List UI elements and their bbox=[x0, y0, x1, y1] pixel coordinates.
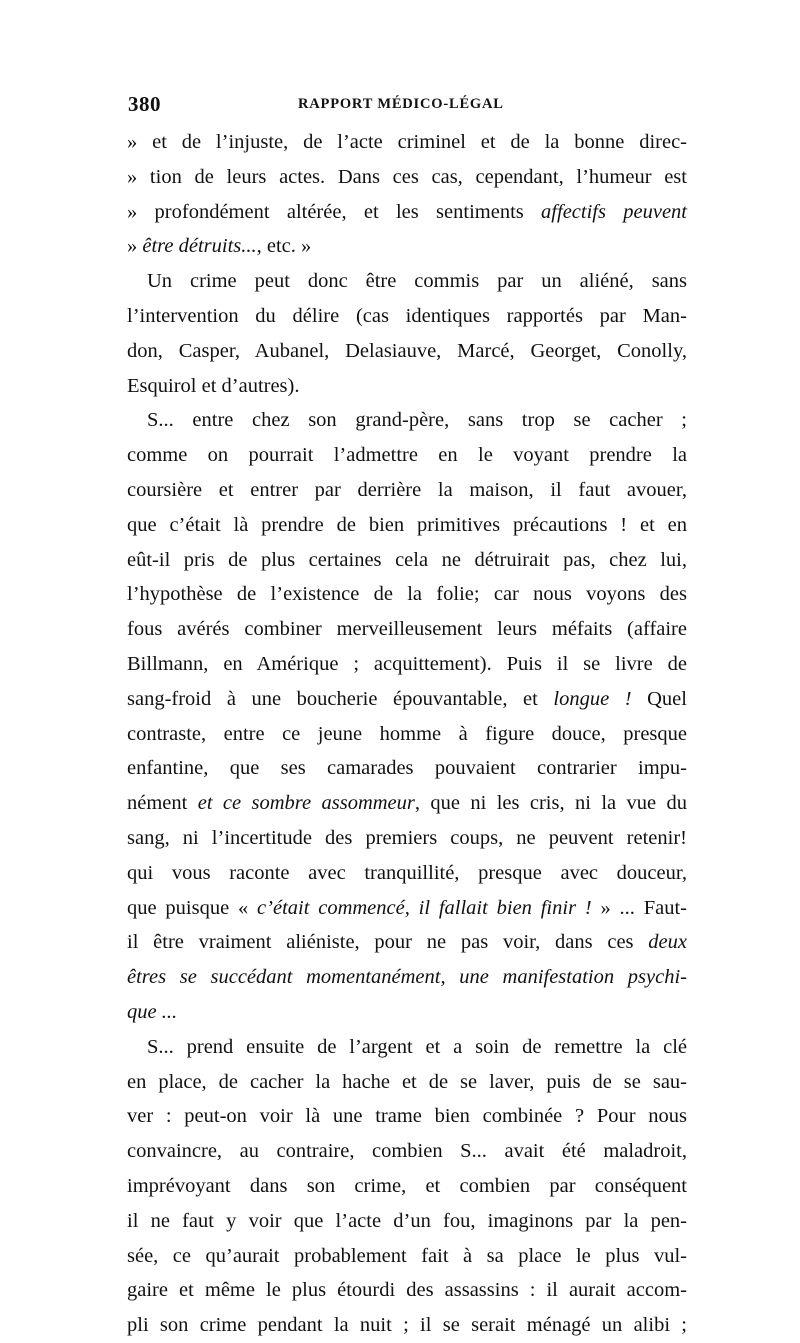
text-line bbox=[127, 195, 687, 230]
italic-text-run: que ... bbox=[127, 1000, 178, 1023]
text-run: que c’était là prendre de bien primitives précautions ! et en bbox=[127, 513, 687, 536]
text-run: S... prend ensuite de l’argent et a soin de remettre la clé bbox=[147, 1035, 687, 1058]
text-line bbox=[127, 612, 687, 647]
text-line bbox=[127, 403, 687, 438]
text-line bbox=[127, 543, 687, 578]
text-run: » ... Faut- bbox=[591, 896, 688, 919]
text-run: nément bbox=[127, 792, 198, 815]
text-line bbox=[127, 369, 687, 404]
text-run: sang-froid à une boucherie épouvantable, et bbox=[127, 687, 554, 710]
text-line bbox=[127, 821, 687, 856]
text-line bbox=[127, 1308, 687, 1343]
text-run: » tion de leurs actes. Dans ces cas, cependant, l’humeur est bbox=[127, 165, 687, 188]
text-line bbox=[127, 1065, 687, 1100]
text-line bbox=[127, 125, 687, 160]
text-run: Esquirol et d’autres). bbox=[127, 374, 300, 397]
text-run: , etc. » bbox=[256, 235, 312, 258]
italic-text-run: êtres se succédant momentanément, une manifestation psychi- bbox=[127, 966, 687, 989]
text-line bbox=[127, 960, 687, 995]
text-line bbox=[127, 1169, 687, 1204]
text-run: il être vraiment aliéniste, pour ne pas voir, dans ces bbox=[127, 931, 649, 954]
text-line bbox=[127, 1134, 687, 1169]
text-run: » profondément altérée, et les sentiments bbox=[127, 200, 542, 223]
text-run: gaire et même le plus étourdi des assassins : il aurait accom- bbox=[127, 1279, 687, 1302]
text-run: Un crime peut donc être commis par un aliéné, sans bbox=[147, 270, 687, 293]
text-run: don, Casper, Aubanel, Delasiauve, Marcé, Georget, Conolly, bbox=[127, 339, 687, 362]
text-line bbox=[127, 786, 687, 821]
text-line bbox=[127, 577, 687, 612]
text-line bbox=[127, 856, 687, 891]
text-run: l’hypothèse de l’existence de la folie; car nous voyons des bbox=[127, 583, 687, 606]
italic-text-run: être détruits... bbox=[142, 235, 257, 258]
text-line bbox=[127, 1030, 687, 1065]
text-line bbox=[127, 438, 687, 473]
italic-text-run: et ce sombre assommeur bbox=[197, 792, 415, 815]
italic-text-run: c’était commencé, il fallait bien finir ! bbox=[257, 896, 592, 919]
text-run: sang, ni l’incertitude des premiers coups, ne peuvent retenir! bbox=[127, 826, 687, 849]
text-line bbox=[127, 334, 687, 369]
text-line bbox=[127, 1273, 687, 1308]
text-run: eût-il pris de plus certaines cela ne détruirait pas, chez lui, bbox=[127, 548, 687, 571]
text-run: ver : peut-on voir là une trame bien combinée ? Pour nous bbox=[127, 1105, 687, 1128]
text-run: Billmann, en Amérique ; acquittement). Puis il se livre de bbox=[127, 652, 687, 675]
page-header bbox=[128, 92, 688, 118]
text-line bbox=[127, 1239, 687, 1274]
text-run: imprévoyant dans son crime, et combien par conséquent bbox=[127, 1174, 687, 1197]
text-line bbox=[127, 891, 687, 926]
text-line bbox=[127, 717, 687, 752]
running-head: RAPPORT MÉDICO-LÉGAL bbox=[298, 96, 504, 112]
text-line bbox=[127, 995, 687, 1030]
text-run: » et de l’injuste, de l’acte criminel et de la bonne direc- bbox=[127, 131, 687, 153]
italic-text-run: affectifs peuvent bbox=[541, 200, 687, 223]
text-line bbox=[127, 508, 687, 543]
text-run: comme on pourrait l’admettre en le voyant prendre la bbox=[127, 444, 687, 467]
text-line bbox=[127, 682, 687, 717]
text-run: convaincre, au contraire, combien S... avait été maladroit, bbox=[127, 1140, 687, 1163]
text-run: , que ni les cris, ni la vue du bbox=[414, 792, 687, 815]
text-run: coursière et entrer par derrière la maison, il faut avouer, bbox=[127, 478, 687, 501]
text-line bbox=[127, 264, 687, 299]
text-line bbox=[127, 299, 687, 334]
text-line bbox=[127, 1204, 687, 1239]
text-run: Quel bbox=[631, 687, 687, 710]
italic-text-run: deux bbox=[648, 931, 687, 954]
text-run: en place, de cacher la hache et de se laver, puis de se sau- bbox=[127, 1070, 687, 1093]
text-line bbox=[127, 925, 687, 960]
text-line bbox=[127, 751, 687, 786]
text-run: S... entre chez son grand-père, sans trop se cacher ; bbox=[147, 409, 687, 432]
text-run: » bbox=[127, 235, 143, 258]
body-text bbox=[127, 125, 687, 1343]
text-line bbox=[127, 160, 687, 195]
text-run: il ne faut y voir que l’acte d’un fou, imaginons par la pen- bbox=[127, 1209, 687, 1232]
text-line bbox=[127, 647, 687, 682]
italic-text-run: longue ! bbox=[553, 687, 632, 710]
text-line bbox=[127, 473, 687, 508]
text-run: qui vous raconte avec tranquillité, presque avec douceur, bbox=[127, 861, 687, 884]
page-number: 380 bbox=[128, 92, 161, 116]
text-run: l’intervention du délire (cas identiques rapportés par Man- bbox=[127, 304, 687, 327]
text-run: fous avérés combiner merveilleusement leurs méfaits (affaire bbox=[127, 618, 687, 641]
text-run: que puisque « bbox=[127, 896, 258, 919]
text-run: pli son crime pendant la nuit ; il se serait ménagé un alibi ; bbox=[127, 1314, 687, 1337]
text-line bbox=[127, 1099, 687, 1134]
text-run: contraste, entre ce jeune homme à figure douce, presque bbox=[127, 722, 687, 745]
text-line bbox=[127, 229, 687, 264]
text-run: enfantine, que ses camarades pouvaient contrarier impu- bbox=[127, 757, 687, 780]
text-run: sée, ce qu’aurait probablement fait à sa place le plus vul- bbox=[127, 1244, 687, 1267]
